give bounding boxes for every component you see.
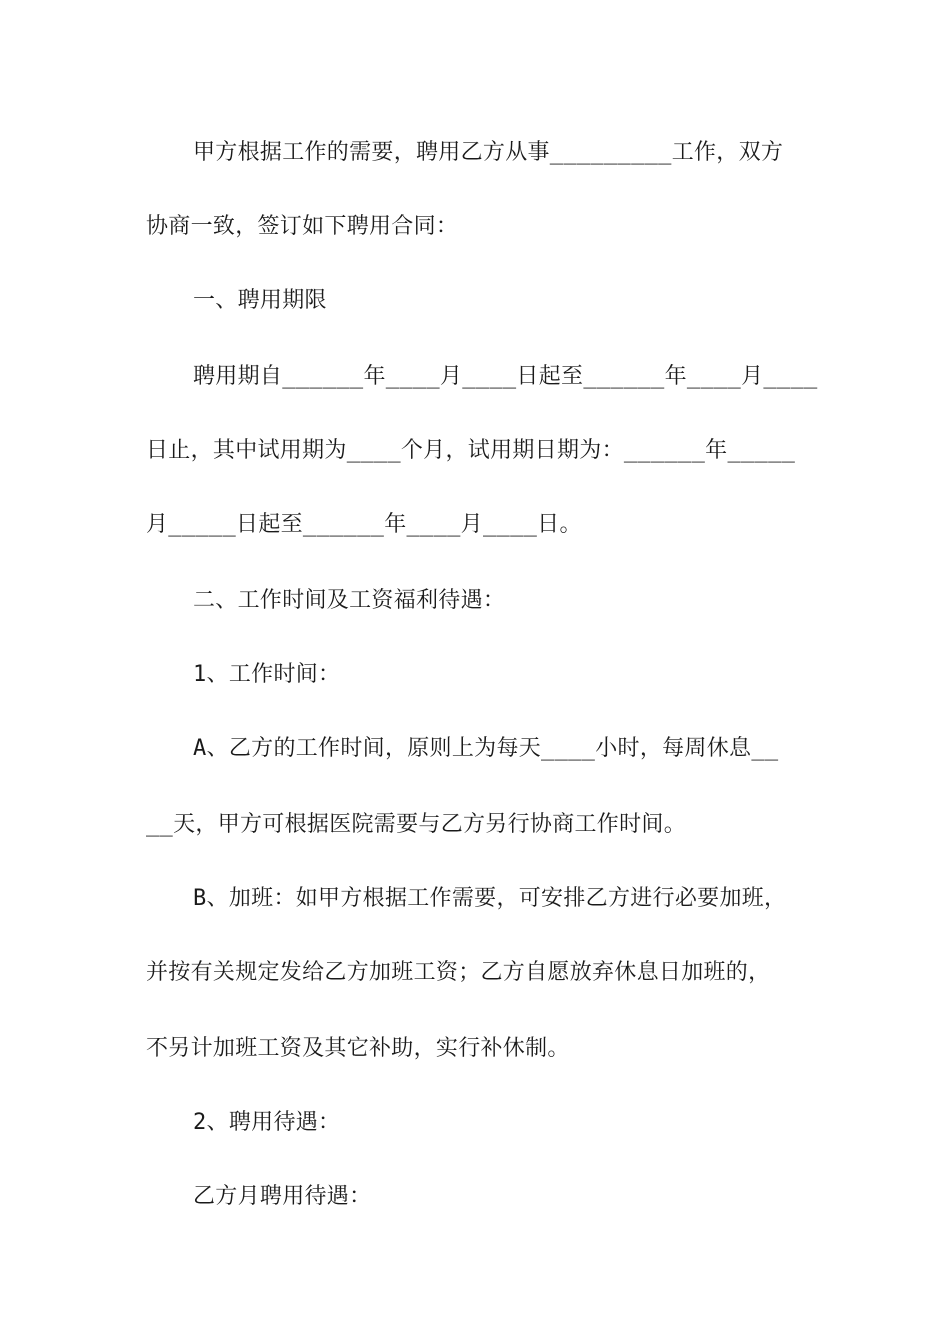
clause-a-line-2: __天，甲方可根据医院需要与乙方另行协商工作时间。 bbox=[146, 812, 686, 837]
section-heading-worktime-pay: 二、工作时间及工资福利待遇： bbox=[193, 588, 506, 613]
paragraph-term-line-2: 日止，其中试用期为____个月，试用期日期为：______年_____ bbox=[146, 438, 796, 463]
paragraph-intro-line-2: 协商一致，签订如下聘用合同： bbox=[146, 214, 459, 239]
clause-b-line-1: B、加班：如甲方根据工作需要，可安排乙方进行必要加班， bbox=[193, 886, 787, 911]
subsection-heading-benefits: 2、聘用待遇： bbox=[193, 1110, 341, 1135]
section-heading-term: 一、聘用期限 bbox=[193, 288, 327, 313]
paragraph-monthly-benefits: 乙方月聘用待遇： bbox=[193, 1184, 372, 1209]
clause-b-line-2: 并按有关规定发给乙方加班工资；乙方自愿放弃休息日加班的， bbox=[146, 960, 771, 985]
clause-b-line-3: 不另计加班工资及其它补助，实行补休制。 bbox=[146, 1036, 570, 1061]
paragraph-intro-line-1: 甲方根据工作的需要，聘用乙方从事_________工作，双方 bbox=[193, 140, 784, 165]
paragraph-term-line-1: 聘用期自______年____月____日起至______年____月____ bbox=[193, 364, 818, 389]
paragraph-term-line-3: 月_____日起至______年____月____日。 bbox=[146, 512, 582, 537]
clause-a-line-1: A、乙方的工作时间，原则上为每天____小时，每周休息__ bbox=[193, 736, 779, 761]
subsection-heading-worktime: 1、工作时间： bbox=[193, 662, 341, 687]
